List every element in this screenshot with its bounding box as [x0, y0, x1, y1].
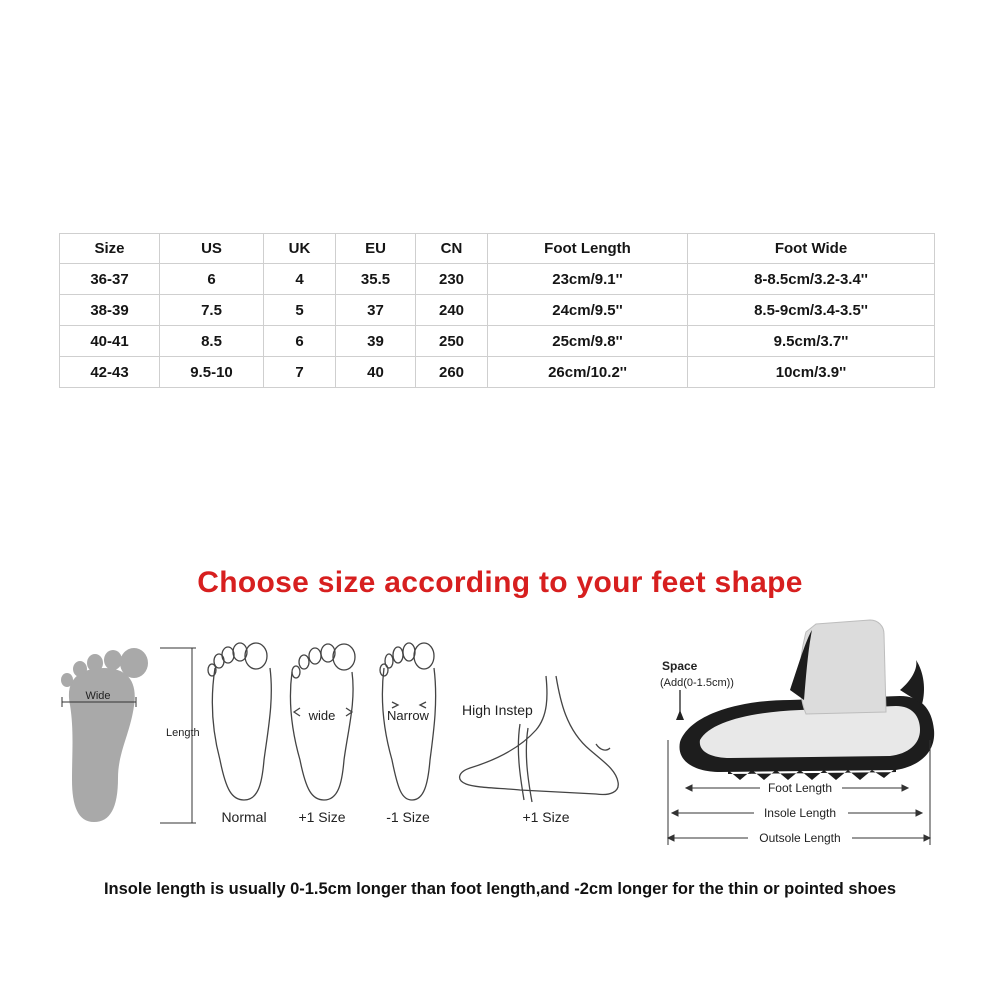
- wide-label: Wide: [85, 690, 111, 702]
- insole-length-label: Insole Length: [763, 806, 837, 820]
- column-header-size: Size: [60, 234, 160, 264]
- column-header-cn: CN: [416, 234, 488, 264]
- space-detail: (Add(0-1.5cm)): [660, 677, 734, 689]
- table-cell: 9.5cm/3.7'': [688, 326, 935, 357]
- column-header-foot-wide: Foot Wide: [688, 234, 935, 264]
- table-cell: 230: [416, 264, 488, 295]
- column-header-us: US: [160, 234, 264, 264]
- minus-one-size-caption: -1 Size: [386, 809, 430, 825]
- table-cell: 10cm/3.9'': [688, 357, 935, 388]
- outsole-length-label: Outsole Length: [759, 831, 841, 845]
- narrow-annotation: Narrow: [387, 708, 429, 723]
- table-cell: 37: [336, 295, 416, 326]
- insole-note: Insole length is usually 0-1.5cm longer than foot length,and -2cm longer for the thin or pointed shoes: [103, 880, 897, 898]
- length-label: Length: [166, 727, 200, 739]
- table-cell: 25cm/9.8'': [488, 326, 688, 357]
- table-cell: 26cm/10.2'': [488, 357, 688, 388]
- table-cell: 250: [416, 326, 488, 357]
- table-cell: 4: [264, 264, 336, 295]
- table-cell: 6: [160, 264, 264, 295]
- table-cell: 6: [264, 326, 336, 357]
- column-header-foot-length: Foot Length: [488, 234, 688, 264]
- shoe-cross-section: [676, 620, 934, 780]
- table-cell: 7: [264, 357, 336, 388]
- table-cell: 5: [264, 295, 336, 326]
- table-cell: 24cm/9.5'': [488, 295, 688, 326]
- normal-foot-outline: [208, 643, 271, 800]
- table-cell: 42-43: [60, 357, 160, 388]
- table-cell: 8-8.5cm/3.2-3.4'': [688, 264, 935, 295]
- table-cell: 38-39: [60, 295, 160, 326]
- high-instep-foot-outline: [460, 676, 619, 802]
- high-instep-title: High Instep: [462, 702, 533, 718]
- column-header-uk: UK: [264, 234, 336, 264]
- foot-length-label: Foot Length: [767, 781, 833, 795]
- space-title: Space: [662, 659, 698, 673]
- wide-annotation: wide: [308, 708, 336, 723]
- normal-caption: Normal: [221, 809, 267, 825]
- table-cell: 260: [416, 357, 488, 388]
- table-cell: 36-37: [60, 264, 160, 295]
- table-cell: 8.5: [160, 326, 264, 357]
- table-cell: 240: [416, 295, 488, 326]
- column-header-eu: EU: [336, 234, 416, 264]
- table-cell: 40-41: [60, 326, 160, 357]
- table-cell: 35.5: [336, 264, 416, 295]
- table-cell: 8.5-9cm/3.4-3.5'': [688, 295, 935, 326]
- plus-one-size-caption: +1 Size: [298, 809, 346, 825]
- table-cell: 7.5: [160, 295, 264, 326]
- table-cell: 9.5-10: [160, 357, 264, 388]
- table-cell: 39: [336, 326, 416, 357]
- footprint-icon: [61, 648, 148, 822]
- guide-headline: Choose size according to your feet shape: [197, 566, 803, 599]
- table-cell: 40: [336, 357, 416, 388]
- high-instep-caption: +1 Size: [522, 809, 570, 825]
- table-cell: 23cm/9.1'': [488, 264, 688, 295]
